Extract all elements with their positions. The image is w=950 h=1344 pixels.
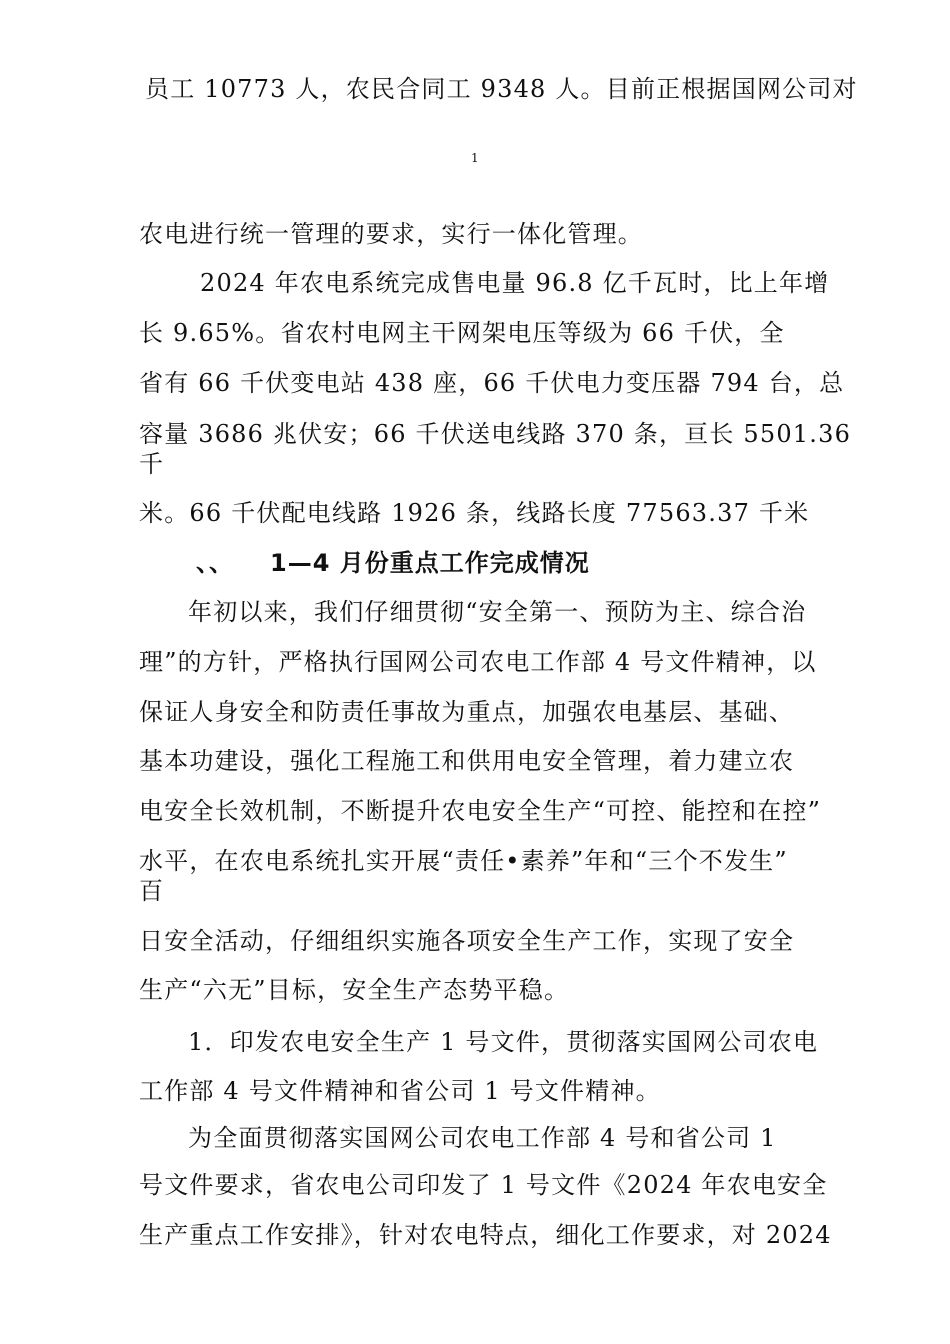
text-line-9: 理”的方针，严格执行国网公司农电工作部 4 号文件精神，以 <box>139 648 817 676</box>
text-line-6: 容量 3686 兆伏安；66 千伏送电线路 370 条，亘长 5501.36 <box>139 420 852 448</box>
text-line-6-wrap: 千 <box>139 450 165 478</box>
text-line-15: 生产“六无”目标，安全生产态势平稳。 <box>139 976 570 1004</box>
text-line-19: 号文件要求，省农电公司印发了 1 号文件《2024 年农电安全 <box>139 1171 828 1199</box>
section-heading: 1—4 月份重点工作完成情况 <box>270 549 590 577</box>
text-line-3: 2024 年农电系统完成售电量 96.8 亿千瓦时，比上年增 <box>200 269 830 297</box>
section-marker: 、、 <box>196 549 234 577</box>
text-line-13: 水平，在农电系统扎实开展“责任•素养”年和“三个不发生” <box>139 847 788 875</box>
text-line-18: 为全面贯彻落实国网公司农电工作部 4 号和省公司 1 <box>188 1124 777 1152</box>
text-line-10: 保证人身安全和防责任事故为重点，加强农电基层、基础、 <box>139 698 795 726</box>
text-line-11: 基本功建设，强化工程施工和供用电安全管理，着力建立农 <box>139 747 795 775</box>
text-line-14: 日安全活动，仔细组织实施各项安全生产工作，实现了安全 <box>139 927 795 955</box>
text-line-5: 省有 66 千伏变电站 438 座，66 千伏电力变压器 794 台，总 <box>139 369 845 397</box>
text-line-8: 年初以来，我们仔细贯彻“安全第一、预防为主、综合治 <box>188 598 807 626</box>
text-line-1: 员工 10773 人，农民合同工 9348 人。目前正根据国网公司对 <box>145 75 858 103</box>
text-line-20: 生产重点工作安排》，针对农电特点，细化工作要求，对 2024 <box>139 1221 832 1249</box>
text-line-2: 农电进行统一管理的要求，实行一体化管理。 <box>139 220 643 248</box>
text-line-13-wrap: 百 <box>139 877 165 905</box>
text-line-12: 电安全长效机制，不断提升农电安全生产“可控、能控和在控” <box>139 797 822 825</box>
page-number: 1 <box>471 151 479 165</box>
text-line-7: 米。66 千伏配电线路 1926 条，线路长度 77563.37 千米 <box>139 499 810 527</box>
text-line-16: 1．印发农电安全生产 1 号文件，贯彻落实国网公司农电 <box>188 1028 819 1056</box>
text-line-4: 长 9.65%。省农村电网主干网架电压等级为 66 千伏，全 <box>139 319 785 347</box>
text-line-17: 工作部 4 号文件精神和省公司 1 号文件精神。 <box>139 1077 661 1105</box>
